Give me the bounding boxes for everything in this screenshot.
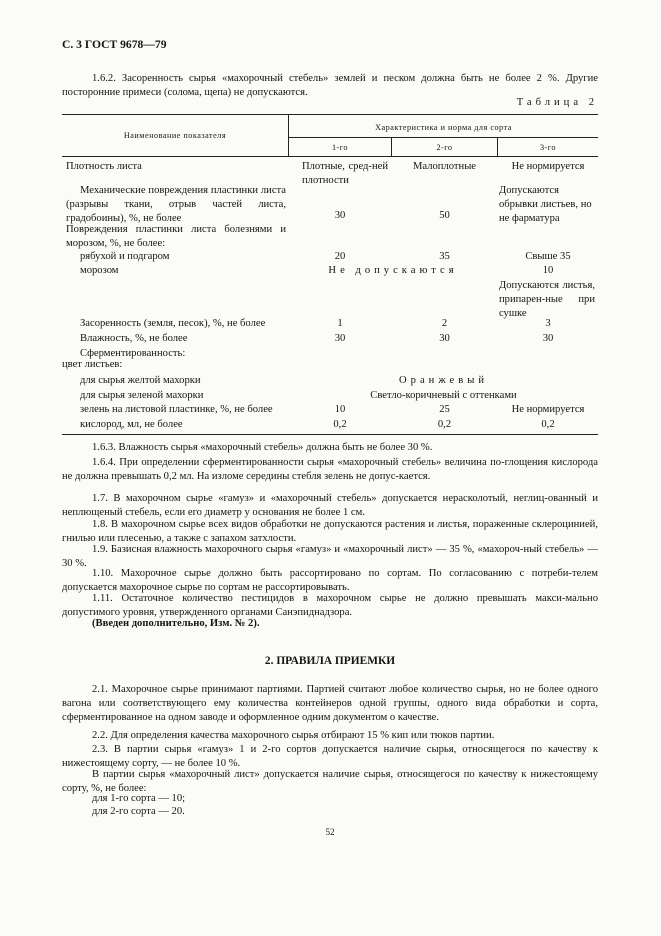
table-cell-grade2: 25 [439,404,450,415]
amendment-note: (Введен дополнительно, Изм. № 2). [92,618,260,629]
paragraph-2-1: 2.1. Махорочное сырье принимают партиями. Партией считают любое количество сырья, но не более одного вагона или соответствующего ему количества контейнеров одной группы, одного вида обработки и сорта, сферментированное на одном заводе и оформленное одним документом о качестве. [62,684,598,723]
table-cell-grade1: 20 [334,251,346,262]
table-cell-grade2: 2 [441,318,448,329]
table-cell-grade1: Плотные, сред-ней плотности [302,161,388,186]
table-cell-grade3: Допускаются обрывки листьев, но не фарматура [499,185,592,224]
paragraph-2-3-cont: В партии сырья «махорочный лист» допускается наличие сырья, относящегося по качеству к нижестоящему сорту, %, не более: [62,769,598,794]
table-cell-grade3: 3 [545,318,551,329]
grade-header-2: 2-го [436,143,453,152]
paragraph-1-6-4: 1.6.4. При определении сферментированности сырья «махорочный стебель» величина по-глощения кислорода не должна превышать 0,2 мл. На изломе середины стебля зелень не допус-кается. [62,457,598,482]
table-row-name: Сферментированность: [80,348,186,359]
table-row-name: Повреждения пластинки листа болезнями и морозом, %, не более: [66,224,286,249]
table-row-name: Механические повреждения пластинки листа (разрывы ткани, отрыв частей листа, градобоины), %, не более [66,185,286,224]
table-cell-grade2: 50 [439,210,450,221]
table-row-name: Плотность листа [66,161,142,172]
table-cell-grade2: 0,2 [437,419,452,430]
table-group-rule [288,137,598,138]
table-cell-grade1: 30 [334,333,346,344]
paragraph-1-6-3: 1.6.3. Влажность сырья «махорочный стебель» должна быть не более 30 %. [92,442,433,453]
page-number: 52 [325,827,335,837]
group-header: Характеристика и норма для сорта [375,123,512,132]
paragraph-2-3: 2.3. В партии сырья «гамуз» 1 и 2-го сортов допускается наличие сырья, относящегося по качеству к нижестоящему сорту, — не более 10 %. [62,744,598,769]
table-row-name: для сырья зеленой махорки [80,390,204,401]
table-cell-grade1: 1 [337,318,343,329]
table-cell-grade3: 0,2 [541,419,555,430]
grade-header-1: 1-го [331,143,349,152]
list-item: для 1-го сорта — 10; [92,793,186,804]
table-cell-grade1: 0,2 [333,419,347,430]
table-row-name: цвет листьев: [62,359,123,370]
paragraph-1-9: 1.9. Базисная влажность махорочного сырья «гамуз» и «махорочный лист» — 35 %, «махороч-ный стебель» — 30 %. [62,544,598,569]
page-header: С. 3 ГОСТ 9678—79 [62,38,167,51]
table-cell-spanned: Оранжевый [399,375,488,386]
table-row-name: зелень на листовой пластинке, %, не более [80,404,273,415]
table-cell-grade1: 10 [334,404,346,415]
table-row-name: морозом [80,265,119,276]
table-row-name: для сырья желтой махорки [80,375,201,386]
table-row-name: Засоренность (земля, песок), %, не более [80,318,266,329]
table-row-name: кислород, мл, не более [80,419,183,430]
table-cell-grade3: 30 [542,333,554,344]
table-cell-grade1: 30 [334,210,346,221]
paragraph-1-6-2: 1.6.2. Засоренность сырья «махорочный стебель» землей и песком должна быть не более 2 %. Другие посторонние примеси (солома, щепа) не допускаются. [62,73,598,98]
table-row-name: Влажность, %, не более [80,333,188,344]
table-cell-grade2: 35 [439,251,450,262]
table-cell-grade3: 10 [542,265,554,276]
table-row-name: рябухой и подгаром [80,251,170,262]
list-item: для 2-го сорта — 20. [92,806,185,817]
paragraph-1-8: 1.8. В махорочном сырье всех видов обработки не допускаются растения и листья, пораженные склероцинией, гнилью или плесенью, а также с запахом затхлости. [62,519,598,544]
table-cell-grade2: 30 [439,333,450,344]
table-top-rule [62,114,598,115]
table-cell-grade3: Не нормируется [511,161,585,172]
table-caption: Таблица 2 [516,97,598,108]
table-bottom-rule [62,434,598,435]
paragraph-2-2: 2.2. Для определения качества махорочного сырья отбирают 15 % кип или тюков партии. [92,730,495,741]
col-name-header: Наименование показателя [123,131,227,140]
table-cell-grade3: Допускаются листья, припарен-ные при сушке [499,280,595,319]
table-cell-grade3: Не нормируется [511,404,585,415]
table-cell-grade3: Свыше 35 [525,251,571,262]
table-cell-spanned: Не допускаются [328,265,458,276]
table-cell-grade2: Малоплотные [412,161,477,172]
grade-header-3: 3-го [539,143,557,152]
table-cell-spanned: Светло-коричневый с оттенками [370,390,517,401]
paragraph-1-10: 1.10. Махорочное сырье должно быть рассортировано по сортам. По согласованию с потреби-телем допускается махорочное сырье по сортам не рассортировывать. [62,568,598,593]
paragraph-1-11: 1.11. Остаточное количество пестицидов в махорочном сырье не должно превышать макси-мально допустимого уровня, утвержденного органами Санэпиднадзора. [62,593,598,618]
section-title: 2. ПРАВИЛА ПРИЕМКИ [264,655,396,667]
paragraph-1-7: 1.7. В махорочном сырье «гамуз» и «махорочный стебель» допускается нерасколотый, неглиц-ованный и неплющеный стебель, если его диаметр у основания не более 1 см. [62,493,598,518]
table-header-rule [62,156,598,157]
